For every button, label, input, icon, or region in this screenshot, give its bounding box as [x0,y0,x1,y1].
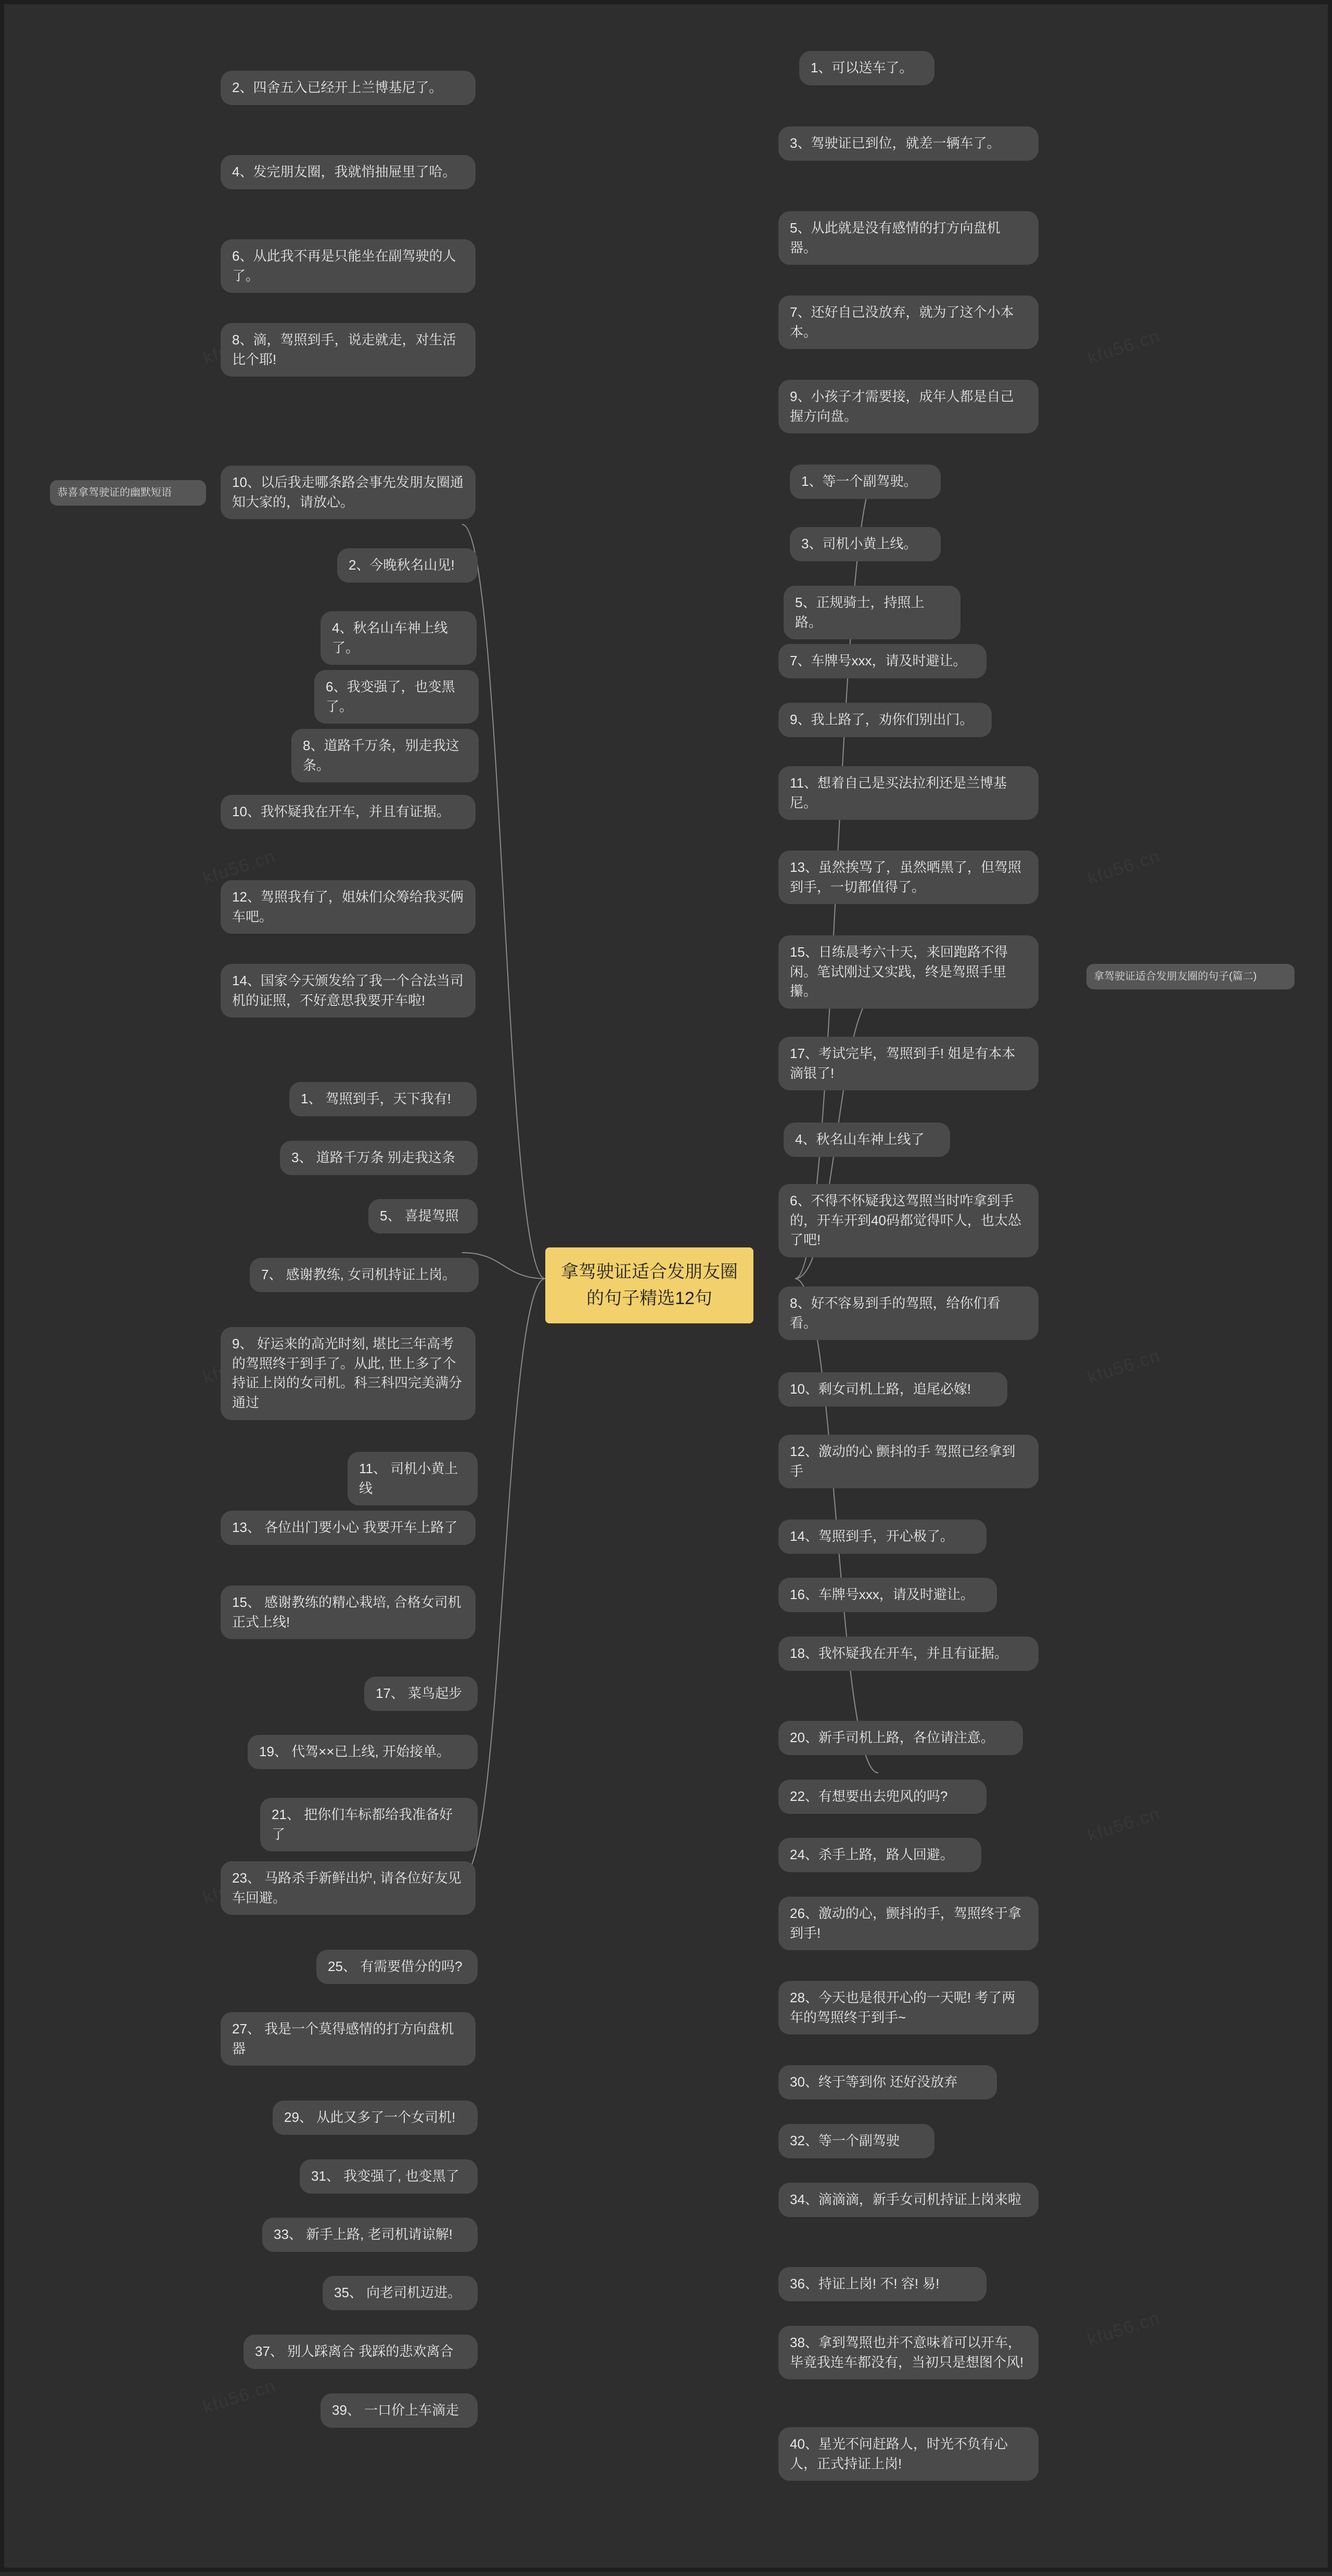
mindmap-node[interactable]: 36、持证上岗! 不! 容! 易! [778,2267,987,2301]
mindmap-node[interactable]: 11、 司机小黄上线 [348,1452,478,1505]
mindmap-node[interactable]: 28、今天也是很开心的一天呢! 考了两年的驾照终于到手~ [778,1981,1039,2034]
mindmap-node[interactable]: 13、虽然挨骂了，虽然晒黑了，但驾照到手，一切都值得了。 [778,851,1039,904]
mindmap-node[interactable]: 25、 有需要借分的吗? [316,1950,478,1984]
mindmap-node[interactable]: 27、 我是一个莫得感情的打方向盘机器 [221,2012,476,2066]
mindmap-node[interactable]: 10、剩女司机上路，追尾必嫁! [778,1372,1007,1407]
mindmap-node[interactable]: 18、我怀疑我在开车，并且有证据。 [778,1637,1039,1671]
mindmap-node[interactable]: 3、 道路千万条 别走我这条 [280,1141,478,1175]
branch-label-left[interactable]: 恭喜拿驾驶证的幽默短语 [50,480,206,506]
mindmap-node[interactable]: 2、今晚秋名山见! [337,548,478,583]
mindmap-node[interactable]: 17、考试完毕，驾照到手! 姐是有本本滴银了! [778,1037,1039,1090]
mindmap-node[interactable]: 35、 向老司机迈进。 [323,2276,478,2310]
mindmap-node[interactable]: 33、 新手上路, 老司机请谅解! [262,2218,478,2252]
mindmap-node[interactable]: 37、 别人踩离合 我踩的悲欢离合 [244,2335,478,2369]
mindmap-node[interactable]: 20、新手司机上路，各位请注意。 [778,1721,1023,1755]
mindmap-node[interactable]: 2、四舍五入已经开上兰博基尼了。 [221,71,476,105]
mindmap-node[interactable]: 6、不得不怀疑我这驾照当时咋拿到手的，开车开到40码都觉得吓人，也太怂了吧! [778,1184,1039,1257]
mindmap-node[interactable]: 32、等一个副驾驶 [778,2124,934,2158]
mindmap-node[interactable]: 10、我怀疑我在开车，并且有证据。 [221,795,476,829]
watermark [1085,2308,1163,2351]
mindmap-node[interactable]: 4、秋名山车神上线了。 [321,611,477,665]
mindmap-node[interactable]: 8、滴，驾照到手，说走就走，对生活比个耶! [221,323,476,377]
mindmap-node[interactable]: 23、 马路杀手新鲜出炉, 请各位好友见车回避。 [221,1861,476,1915]
watermark [1085,846,1163,889]
mindmap-node[interactable]: 3、司机小黄上线。 [790,527,941,561]
mindmap-node[interactable]: 14、国家今天颁发给了我一个合法当司机的证照，不好意思我要开车啦! [221,964,476,1017]
mindmap-node[interactable]: 8、好不容易到手的驾照，给你们看看。 [778,1286,1039,1340]
mindmap-node[interactable]: 12、驾照我有了，姐妹们众筹给我买俩车吧。 [221,880,476,934]
mindmap-node[interactable]: 17、 菜鸟起步 [364,1677,478,1711]
mindmap-node[interactable]: 5、 喜提驾照 [368,1199,478,1233]
mindmap-node[interactable]: 31、 我变强了, 也变黑了 [300,2159,478,2194]
mindmap-node[interactable]: 1、 驾照到手，天下我有! [289,1082,477,1116]
mindmap-node[interactable]: 19、 代驾××已上线, 开始接单。 [248,1735,478,1769]
center-topic[interactable]: 拿驾驶证适合发朋友圈的句子精选12句 [545,1247,753,1323]
mindmap-node[interactable]: 11、想着自己是买法拉利还是兰博基尼。 [778,766,1039,820]
mindmap-node[interactable]: 26、激动的心，颤抖的手，驾照终于拿到手! [778,1897,1039,1950]
mindmap-node[interactable]: 14、驾照到手，开心极了。 [778,1519,987,1554]
mindmap-node[interactable]: 16、车牌号xxx，请及时避让。 [778,1578,997,1612]
mindmap-node[interactable]: 12、激动的心 颤抖的手 驾照已经拿到手 [778,1435,1039,1488]
mindmap-node[interactable]: 1、可以送车了。 [799,51,934,85]
mindmap-node[interactable]: 38、拿到驾照也并不意味着可以开车，毕竟我连车都没有，当初只是想图个风! [778,2326,1039,2379]
mindmap-node[interactable]: 30、终于等到你 还好没放弃 [778,2065,997,2100]
watermark [1085,1346,1163,1388]
mindmap-node[interactable]: 22、有想要出去兜风的吗? [778,1780,987,1814]
mindmap-node[interactable]: 6、从此我不再是只能坐在副驾驶的人了。 [221,239,476,293]
mindmap-node[interactable]: 3、驾驶证已到位，就差一辆车了。 [778,126,1039,161]
mindmap-node[interactable]: 24、杀手上路，路人回避。 [778,1838,981,1872]
mindmap-node[interactable]: 9、小孩子才需要接，成年人都是自己握方向盘。 [778,380,1039,433]
mindmap-node[interactable]: 21、 把你们车标都给我准备好了 [260,1798,478,1851]
mindmap-node[interactable]: 40、星光不问赶路人，时光不负有心人，正式持证上岗! [778,2427,1039,2481]
mindmap-node[interactable]: 6、我变强了，也变黑了。 [314,670,479,724]
mindmap-node[interactable]: 7、车牌号xxx，请及时避让。 [778,644,987,678]
mindmap-node[interactable]: 15、日练晨考六十天，来回跑路不得闲。笔试刚过又实践，终是驾照手里攥。 [778,935,1039,1009]
watermark [1085,1804,1163,1846]
mindmap-node[interactable]: 34、滴滴滴，新手女司机持证上岗来啦 [778,2183,1039,2217]
mindmap-node[interactable]: 5、从此就是没有感情的打方向盘机器。 [778,211,1039,265]
mindmap-node[interactable]: 39、 一口价上车滴走 [321,2393,478,2428]
mindmap-node[interactable]: 5、正规骑士，持照上路。 [784,586,960,639]
watermark [201,2376,279,2418]
watermark [1085,326,1163,369]
mindmap-node[interactable]: 4、秋名山车神上线了 [784,1123,950,1157]
mindmap-node[interactable]: 29、 从此又多了一个女司机! [273,2101,478,2135]
mindmap-node[interactable]: 7、还好自己没放弃，就为了这个小本本。 [778,295,1039,349]
mindmap-node[interactable]: 9、我上路了，劝你们别出门。 [778,703,992,737]
mindmap-node[interactable]: 1、等一个副驾驶。 [790,465,941,499]
mindmap-node[interactable]: 10、以后我走哪条路会事先发朋友圈通知大家的，请放心。 [221,466,476,519]
mindmap-node[interactable]: 15、 感谢教练的精心栽培, 合格女司机正式上线! [221,1586,476,1639]
mindmap-node[interactable]: 9、 好运来的高光时刻, 堪比三年高考的驾照终于到手了。从此, 世上多了个持证上岗的女司机。科三科四完美满分通过 [221,1327,476,1420]
mindmap-node[interactable]: 4、发完朋友圈，我就悄抽屉里了哈。 [221,155,476,189]
branch-label-right[interactable]: 拿驾驶证适合发朋友圈的句子(篇二) [1086,964,1295,989]
mindmap-node[interactable]: 8、道路千万条，别走我这条。 [291,729,479,782]
mindmap-node[interactable]: 7、 感谢教练, 女司机持证上岗。 [250,1258,479,1292]
mindmap-node[interactable]: 13、 各位出门要小心 我要开车上路了 [221,1511,476,1545]
